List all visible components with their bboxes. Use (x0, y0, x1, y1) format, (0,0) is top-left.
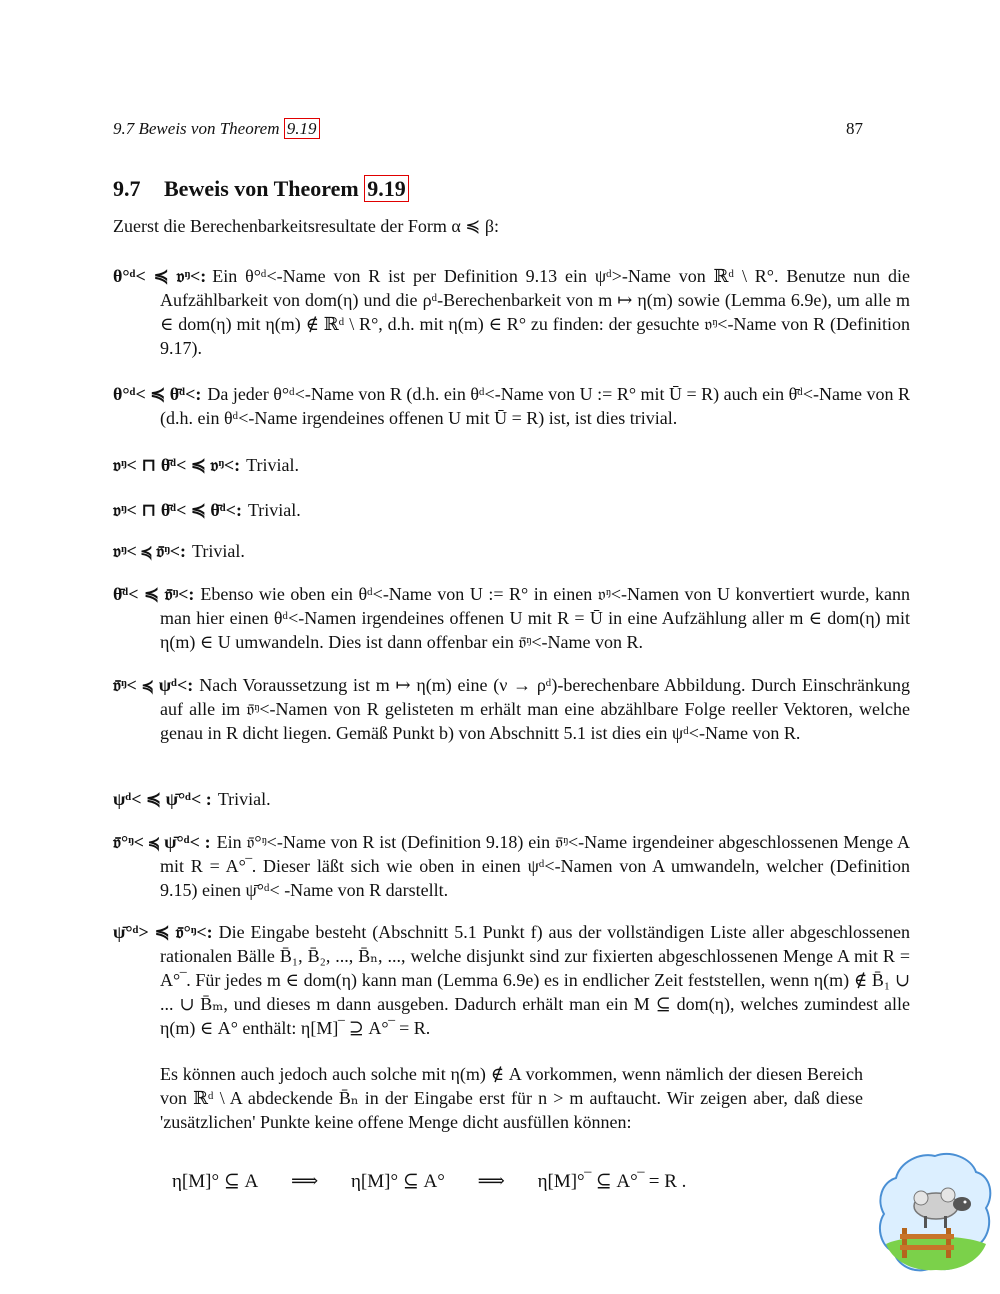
section-ref-link[interactable]: 9.19 (364, 175, 409, 202)
item-label: 𝔳̄°ᵑ< ≼ ψ̄°ᵈ< : (113, 832, 211, 852)
item-text: Nach Voraussetzung ist m ↦ η(m) eine (ν → ρᵈ)-berechenbare Abbildung. Durch Einschränkung auf alle im 𝔳̄ᵑ<-Namen von R gelisteten m erhält man eine abzählbare Folge reeller Vektoren, welche genau in R dicht liegen. Gemäß Punkt b) von Abschnitt 5.1 ist dies ein ψᵈ<-Name von R. (160, 675, 910, 743)
item-text: Ein θ°ᵈ<-Name von R ist per Definition 9.13 ein ψᵈ>-Name von ℝᵈ \ R°. Benutze nun die Aufzählbarkeit von dom(η) und die ρᵈ-Berechenbarkeit von m ↦ η(m) sowie (Lemma 6.9e), um alle m ∈ dom(η) mit η(m) ∉ ℝᵈ \ R°, d.h. mit η(m) ∈ R° zu finden: der gesuchte 𝔳ᵑ<-Name von R (Definition 9.17). (160, 266, 911, 358)
item-text: Die Eingabe besteht (Abschnitt 5.1 Punkt f) aus der vollständigen Liste aller abgeschlossenen rationalen Bälle B̄₁, B̄₂, ..., B̄ₙ, ..., welche disjunkt sind zur fixierten abgeschlossenen Menge A mit R = A°‾. Für jedes m ∈ dom(η) kann man (Lemma 6.9e) es in endlicher Zeit feststellen, wenn η(m) ∉ B̄₁ ∪ ... ∪ B̄ₘ, und dieses m dann ausgeben. Dadurch erhält man ein M ⊆ dom(η), welches zumindest alle η(m) ∈ A° enthält: η[M]‾ ⊇ A°‾ = R. (160, 922, 910, 1038)
item-text: Da jeder θ°ᵈ<-Name von R (d.h. ein θᵈ<-Name von U := R° mit Ū = R) auch ein θ̄ᵈ<-Name von R (d.h. ein θᵈ<-Name irgendeines offenen U mit Ū = R) ist, ist dies trivial. (160, 384, 910, 428)
proof-item (113, 920, 910, 1040)
item-label: ψᵈ< ≼ ψ̄°ᵈ< : (113, 789, 212, 809)
header-ref-link[interactable]: 9.19 (284, 118, 320, 139)
proof-item (113, 453, 910, 477)
proof-item (113, 673, 910, 745)
proof-item (113, 582, 910, 654)
item-text: Trivial. (247, 500, 301, 520)
item-text: Trivial. (246, 455, 300, 475)
item-label: 𝔳ᵑ< ⊓ θ̄ᵈ< ≼ 𝔳ᵑ<: (113, 455, 241, 475)
item-text: Ebenso wie oben ein θᵈ<-Name von U := R° in einen 𝔳ᵑ<-Namen von U konvertiert wurde, kann man hier einen θᵈ<-Namen irgendeines offenen U mit R = Ū in eine Aufzählung aller m ∈ dom(η) mit η(m) ∈ U umwandeln. Dies ist dann offenbar ein 𝔳̄ᵑ<-Name von R. (160, 584, 910, 652)
proof-item (113, 539, 910, 563)
item-text: Ein 𝔳̄°ᵑ<-Name von R ist (Definition 9.18) ein 𝔳̄ᵑ<-Name irgendeiner abgeschlossenen Menge A mit R = A°‾. Dieser läßt sich wie oben in einen ψᵈ<-Namen von A umwandeln, welcher (Definition 9.15) einen ψ̄°ᵈ< -Name von R darstellt. (160, 832, 910, 900)
proof-item (113, 498, 910, 522)
item-label: θ°ᵈ< ≼ 𝔳ᵑ<: (113, 266, 207, 286)
item-label: θ̄ᵈ< ≼ 𝔳̄ᵑ<: (113, 584, 195, 604)
formula-part: η[M]°‾ ⊆ A°‾ = R . (537, 1171, 687, 1192)
item-text: Trivial. (192, 541, 245, 561)
intro-text: Zuerst die Berechenbarkeitsresultate der Form α ≼ β: (113, 216, 500, 236)
page-number: 87 (846, 119, 863, 138)
formula-part: η[M]° ⊆ A° (350, 1171, 445, 1192)
display-formula (172, 1170, 714, 1193)
running-header (113, 119, 863, 139)
item-text: Es können auch jedoch auch solche mit η(m) ∉ A vorkommen, wenn nämlich der diesen Bereich von ℝᵈ \ A abdeckende B̄ₙ in der Eingabe erst für n > m auftaucht. Wir zeigen aber, daß diese 'zusätzlichen' Punkte keine offene Menge dicht ausfüllen können: (160, 1064, 863, 1132)
proof-item (113, 382, 910, 430)
proof-item (113, 830, 910, 902)
item-label: 𝔳ᵑ< ≼ 𝔳̄ᵑ<: (113, 541, 187, 561)
item-text: Trivial. (217, 789, 271, 809)
sheep-on-fence-mascot-icon (876, 1148, 994, 1288)
section-heading (113, 176, 409, 202)
running-header-title: 9.7 Beweis von Theorem (113, 119, 280, 138)
proof-item (113, 264, 910, 360)
implies-symbol: ⟹ (477, 1171, 505, 1192)
proof-item (113, 787, 910, 811)
section-number: 9.7 (113, 176, 141, 201)
item-label: 𝔳ᵑ< ⊓ θ̄ᵈ< ≼ θ̄ᵈ<: (113, 500, 242, 520)
proof-paragraph (160, 1062, 863, 1134)
formula-part: η[M]° ⊆ A (172, 1171, 259, 1192)
section-title: Beweis von Theorem (164, 176, 359, 201)
implies-symbol: ⟹ (290, 1171, 319, 1192)
item-label: θ°ᵈ< ≼ θ̄ᵈ<: (113, 384, 202, 404)
item-label: 𝔳̄ᵑ< ≼ ψᵈ<: (113, 675, 194, 695)
item-label: ψ̄°ᵈ> ≼ 𝔳̄°ᵑ<: (113, 922, 213, 942)
